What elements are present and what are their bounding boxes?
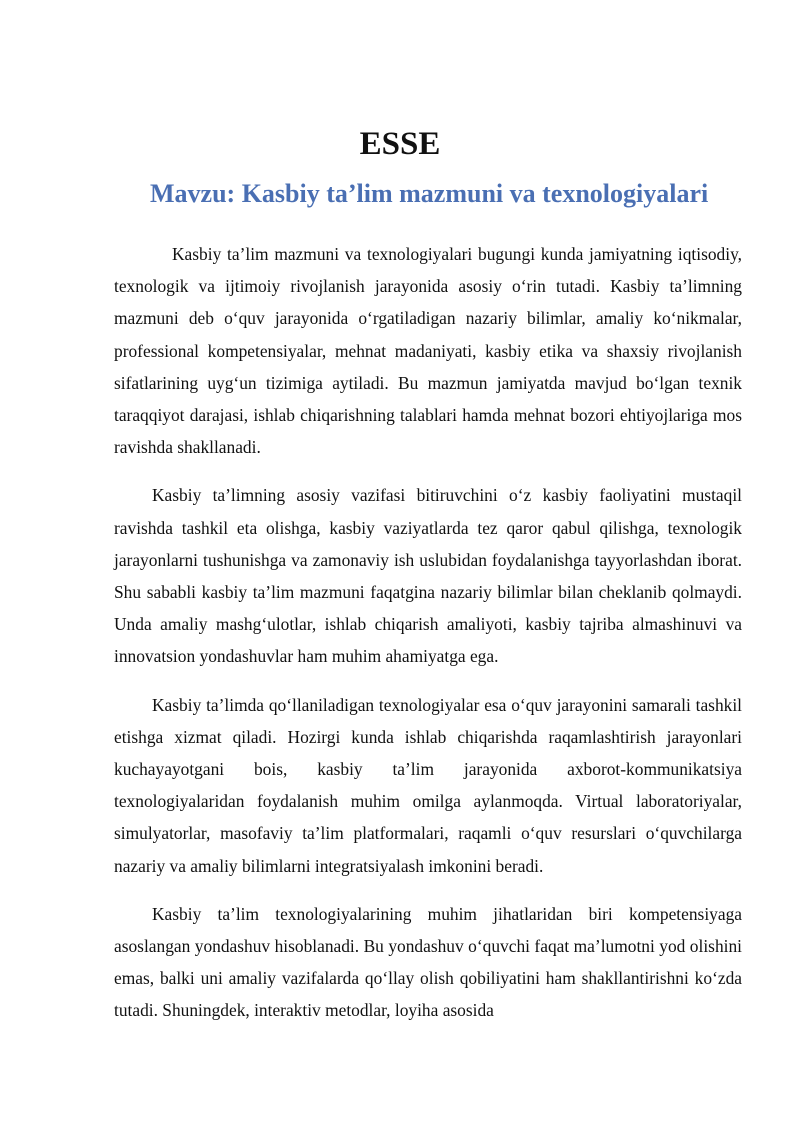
document-title: ESSE — [359, 126, 441, 162]
paragraph-3: Kasbiy ta’limda qo‘llaniladigan texnologiyalar esa o‘quv jarayonini samarali tashkil etishga xizmat qiladi. Hozirgi kunda ishlab chiqarishda raqamlashtirish jarayonlari kuchayayotgani bois, kasbiy ta’lim jarayonida axborot-kommunikatsiya texnologiyalaridan foydalanish muhim omilga aylanmoqda. Virtual laboratoriyalar, simulyatorlar, masofaviy ta’lim platformalari, raqamli o‘quv resurslari o‘quvchilarga nazariy va amaliy bilimlarni integratsiyalash imkonini beradi. — [114, 694, 742, 876]
essay-body — [114, 238, 742, 1043]
document-subtitle: Mavzu: Kasbiy ta’lim mazmuni va texnologiyalari — [150, 179, 709, 208]
paragraph-1: Kasbiy ta’lim mazmuni va texnologiyalari bugungi kunda jamiyatning iqtisodiy, texnologik va ijtimoiy rivojlanish jarayonida asosiy o‘rin tutadi. Kasbiy ta’limning mazmuni deb o‘quv jarayonida o‘rgatiladigan nazariy bilimlar, amaliy ko‘nikmalar, professional kompetensiyalar, mehnat madaniyati, kasbiy etika va shaxsiy rivojlanish sifatlarining uyg‘un tizimiga aytiladi. Bu mazmun jamiyatda mavjud bo‘lgan texnik taraqqiyot darajasi, ishlab chiqarishning talablari hamda mehnat bozori ehtiyojlariga mos ravishda shakllanadi. — [114, 244, 742, 458]
paragraph-4: Kasbiy ta’lim texnologiyalarining muhim jihatlaridan biri kompetensiyaga asoslangan yondashuv hisoblanadi. Bu yondashuv o‘quvchi faqat ma’lumotni yod olishini emas, balki uni amaliy vazifalarda qo‘llay olish qobiliyatini ham shakllantirishni ko‘zda tutadi. Shuningdek, interaktiv metodlar, loyiha asosida — [114, 903, 742, 1021]
paragraph-2: Kasbiy ta’limning asosiy vazifasi bitiruvchini o‘z kasbiy faoliyatini mustaqil ravishda tashkil eta olishga, kasbiy vaziyatlarda tez qaror qabul qilishga, texnologik jarayonlarni tushunishga va zamonaviy ish uslubidan foydalanishga tayyorlashdan iborat. Shu sababli kasbiy ta’lim mazmuni faqatgina nazariy bilimlar bilan cheklanib qolmaydi. Unda amaliy mashg‘ulotlar, ishlab chiqarish amaliyoti, kasbiy tajriba almashinuvi va innovatsion yondashuvlar ham muhim ahamiyatga ega. — [114, 485, 742, 667]
